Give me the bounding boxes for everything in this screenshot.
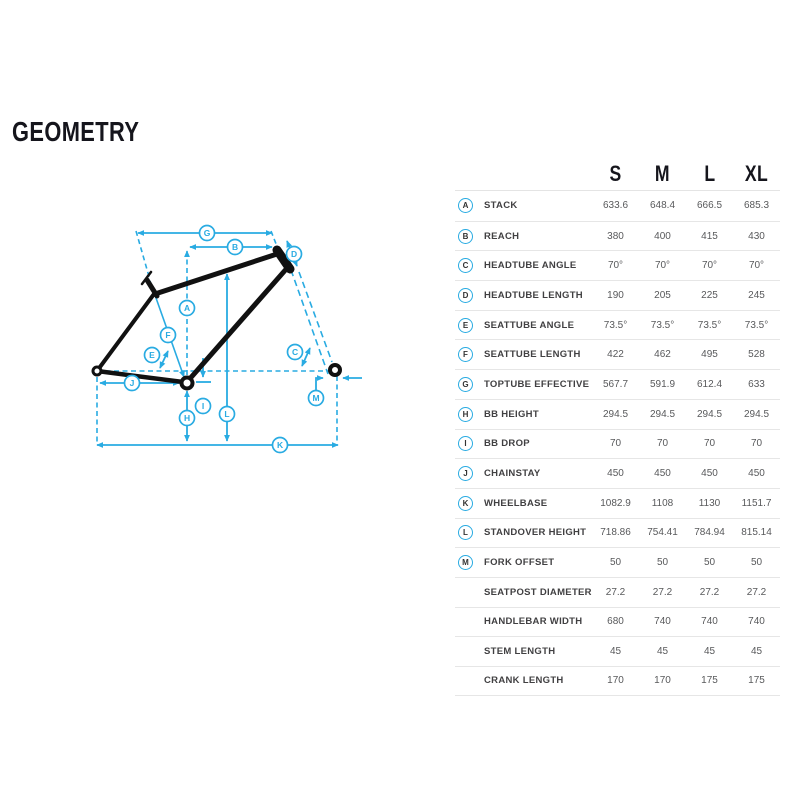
cell-value: 27.2 [605, 586, 626, 598]
row-label: STACK [484, 200, 518, 212]
row-label: CRANK LENGTH [484, 675, 564, 687]
row-label: CHAINSTAY [484, 468, 541, 480]
svg-text:M: M [312, 393, 320, 403]
bike-frame [93, 250, 340, 389]
diagram-label-j [125, 376, 140, 391]
row-label-cell [455, 644, 592, 659]
cell-value: 415 [701, 230, 718, 242]
cell-value: 70° [607, 260, 624, 272]
page-title: GEOMETRY [12, 116, 140, 147]
table-row [455, 221, 780, 251]
cell-value: 73.5° [697, 319, 722, 331]
row-label: STEM LENGTH [484, 646, 556, 658]
table-row [455, 518, 780, 548]
svg-text:K: K [276, 440, 284, 450]
construction-lines [97, 231, 337, 444]
cell-value: 380 [607, 230, 624, 242]
row-label: HEADTUBE ANGLE [484, 260, 577, 272]
rear-axle [93, 367, 101, 375]
cell-value: 450 [654, 468, 671, 480]
svg-text:D: D [290, 249, 298, 259]
cell-value: 170 [607, 675, 624, 687]
diagram-label-a [180, 301, 195, 316]
cell-value: 1130 [698, 497, 721, 509]
cell-value: 633.6 [602, 200, 629, 212]
table-row [455, 666, 780, 696]
front-axle [330, 365, 340, 375]
svg-text:B: B [231, 242, 239, 252]
cell-value: 740 [701, 616, 718, 628]
diagram-label-d [287, 247, 302, 262]
bottom-bracket [182, 378, 193, 389]
cell-value: 680 [607, 616, 624, 628]
size-header-row [455, 158, 780, 191]
diagram-label-c [288, 345, 303, 360]
cell-value: 70 [750, 438, 763, 450]
cell-value: 50 [750, 557, 763, 569]
diagram-label-h [180, 411, 195, 426]
cell-value: 45 [703, 646, 716, 658]
cell-value: 70° [654, 260, 671, 272]
row-label-cell [455, 466, 592, 481]
row-letter-badge: C [458, 258, 473, 273]
table-row [455, 369, 780, 399]
cell-value: 70 [656, 438, 669, 450]
cell-value: 70° [748, 260, 765, 272]
cell-value: 450 [607, 468, 624, 480]
row-label: HEADTUBE LENGTH [484, 289, 583, 301]
size-header-xl: XL [744, 161, 769, 186]
cell-value: 294.5 [696, 408, 723, 420]
cell-value: 45 [656, 646, 669, 658]
row-label: HANDLEBAR WIDTH [484, 616, 583, 628]
row-letter-badge: B [458, 229, 473, 244]
cell-value: 740 [748, 616, 765, 628]
cell-value: 70° [701, 260, 718, 272]
row-label-cell [455, 614, 592, 629]
table-row [455, 280, 780, 310]
cell-value: 190 [607, 289, 624, 301]
cell-value: 754.41 [647, 527, 678, 539]
cell-value: 784.94 [694, 527, 725, 539]
cell-value: 27.2 [699, 586, 720, 598]
row-label: SEATPOST DIAMETER [484, 586, 592, 598]
svg-text:J: J [129, 378, 135, 388]
row-letter-badge: K [458, 496, 473, 511]
svg-text:I: I [201, 401, 205, 411]
row-letter-badge: J [458, 466, 473, 481]
row-label-cell [455, 673, 592, 688]
geometry-table [455, 158, 780, 696]
table-row [455, 429, 780, 459]
row-label: BB DROP [484, 438, 530, 450]
row-label-cell [455, 407, 592, 422]
row-label-cell [455, 436, 592, 451]
diagram-label-b [228, 240, 243, 255]
row-label: BB HEIGHT [484, 408, 539, 420]
cell-value: 612.4 [696, 378, 723, 390]
row-label: FORK OFFSET [484, 557, 555, 569]
row-letter-badge: G [458, 377, 473, 392]
cell-value: 27.2 [746, 586, 767, 598]
cell-value: 73.5° [650, 319, 675, 331]
cell-value: 718.86 [600, 527, 631, 539]
row-letter-badge: H [458, 407, 473, 422]
diagram-label-f [161, 328, 176, 343]
cell-value: 50 [609, 557, 622, 569]
cell-value: 50 [656, 557, 669, 569]
diagram-label-l [220, 407, 235, 422]
cell-value: 73.5° [744, 319, 769, 331]
row-label-cell [455, 229, 592, 244]
cell-value: 70 [703, 438, 716, 450]
cell-value: 45 [609, 646, 622, 658]
svg-text:F: F [165, 330, 171, 340]
table-row [455, 636, 780, 666]
row-label-cell [455, 258, 592, 273]
cell-value: 633 [748, 378, 765, 390]
table-row [455, 310, 780, 340]
table-row [455, 250, 780, 280]
cell-value: 50 [703, 557, 716, 569]
cell-value: 27.2 [652, 586, 673, 598]
cell-value: 1082.9 [600, 497, 631, 509]
cell-value: 422 [607, 349, 624, 361]
geometry-diagram [80, 210, 380, 455]
cell-value: 815.14 [741, 527, 772, 539]
row-label: WHEELBASE [484, 497, 548, 509]
row-label-cell [455, 555, 592, 570]
row-label: SEATTUBE LENGTH [484, 349, 581, 361]
row-letter-badge: D [458, 288, 473, 303]
row-letter-badge: M [458, 555, 473, 570]
table-row [455, 399, 780, 429]
cell-value: 567.7 [602, 378, 629, 390]
svg-text:C: C [291, 347, 299, 357]
cell-value: 45 [750, 646, 763, 658]
table-row [455, 547, 780, 577]
table-row [455, 488, 780, 518]
cell-value: 170 [654, 675, 671, 687]
cell-value: 1108 [651, 497, 674, 509]
svg-text:L: L [224, 409, 230, 419]
row-label-cell [455, 377, 592, 392]
cell-value: 648.4 [649, 200, 676, 212]
cell-value: 1151.7 [741, 497, 772, 509]
row-letter-badge: F [458, 347, 473, 362]
table-row [455, 191, 780, 221]
cell-value: 666.5 [696, 200, 723, 212]
cell-value: 495 [701, 349, 718, 361]
row-label-cell [455, 318, 592, 333]
diagram-label-k [273, 438, 288, 453]
size-header-s: S [609, 161, 622, 186]
table-row [455, 458, 780, 488]
size-header-l: L [703, 161, 716, 186]
cell-value: 294.5 [649, 408, 676, 420]
cell-value: 400 [654, 230, 671, 242]
cell-value: 175 [701, 675, 718, 687]
row-label: STANDOVER HEIGHT [484, 527, 587, 539]
cell-value: 591.9 [649, 378, 676, 390]
svg-text:E: E [149, 350, 155, 360]
row-label: TOPTUBE EFFECTIVE [484, 378, 590, 390]
row-label-cell [455, 496, 592, 511]
cell-value: 73.5° [603, 319, 628, 331]
row-label-cell [455, 585, 592, 600]
cell-value: 294.5 [743, 408, 770, 420]
cell-value: 430 [748, 230, 765, 242]
cell-value: 294.5 [602, 408, 629, 420]
row-label-cell [455, 347, 592, 362]
table-row [455, 577, 780, 607]
diagram-label-e [145, 348, 160, 363]
row-letter-badge: L [458, 525, 473, 540]
cell-value: 462 [654, 349, 671, 361]
cell-value: 685.3 [743, 200, 770, 212]
svg-text:A: A [183, 303, 191, 313]
row-letter-badge: I [458, 436, 473, 451]
cell-value: 70 [609, 438, 622, 450]
size-header-m: M [654, 161, 671, 186]
row-letter-badge: E [458, 318, 473, 333]
row-label: SEATTUBE ANGLE [484, 319, 575, 331]
cell-value: 450 [748, 468, 765, 480]
table-row [455, 339, 780, 369]
diagram-label-m [309, 391, 324, 406]
cell-value: 740 [654, 616, 671, 628]
table-row [455, 607, 780, 637]
cell-value: 245 [748, 289, 765, 301]
geometry-table-rows [455, 191, 780, 696]
diagram-label-i [196, 399, 211, 414]
cell-value: 450 [701, 468, 718, 480]
diagram-label-g [200, 226, 215, 241]
svg-text:H: H [183, 413, 191, 423]
row-label-cell [455, 525, 592, 540]
cell-value: 175 [748, 675, 765, 687]
cell-value: 205 [654, 289, 671, 301]
row-letter-badge: A [458, 198, 473, 213]
cell-value: 528 [748, 349, 765, 361]
row-label-cell [455, 288, 592, 303]
row-label-cell [455, 198, 592, 213]
row-label: REACH [484, 230, 520, 242]
cell-value: 225 [701, 289, 718, 301]
svg-text:G: G [203, 228, 211, 238]
